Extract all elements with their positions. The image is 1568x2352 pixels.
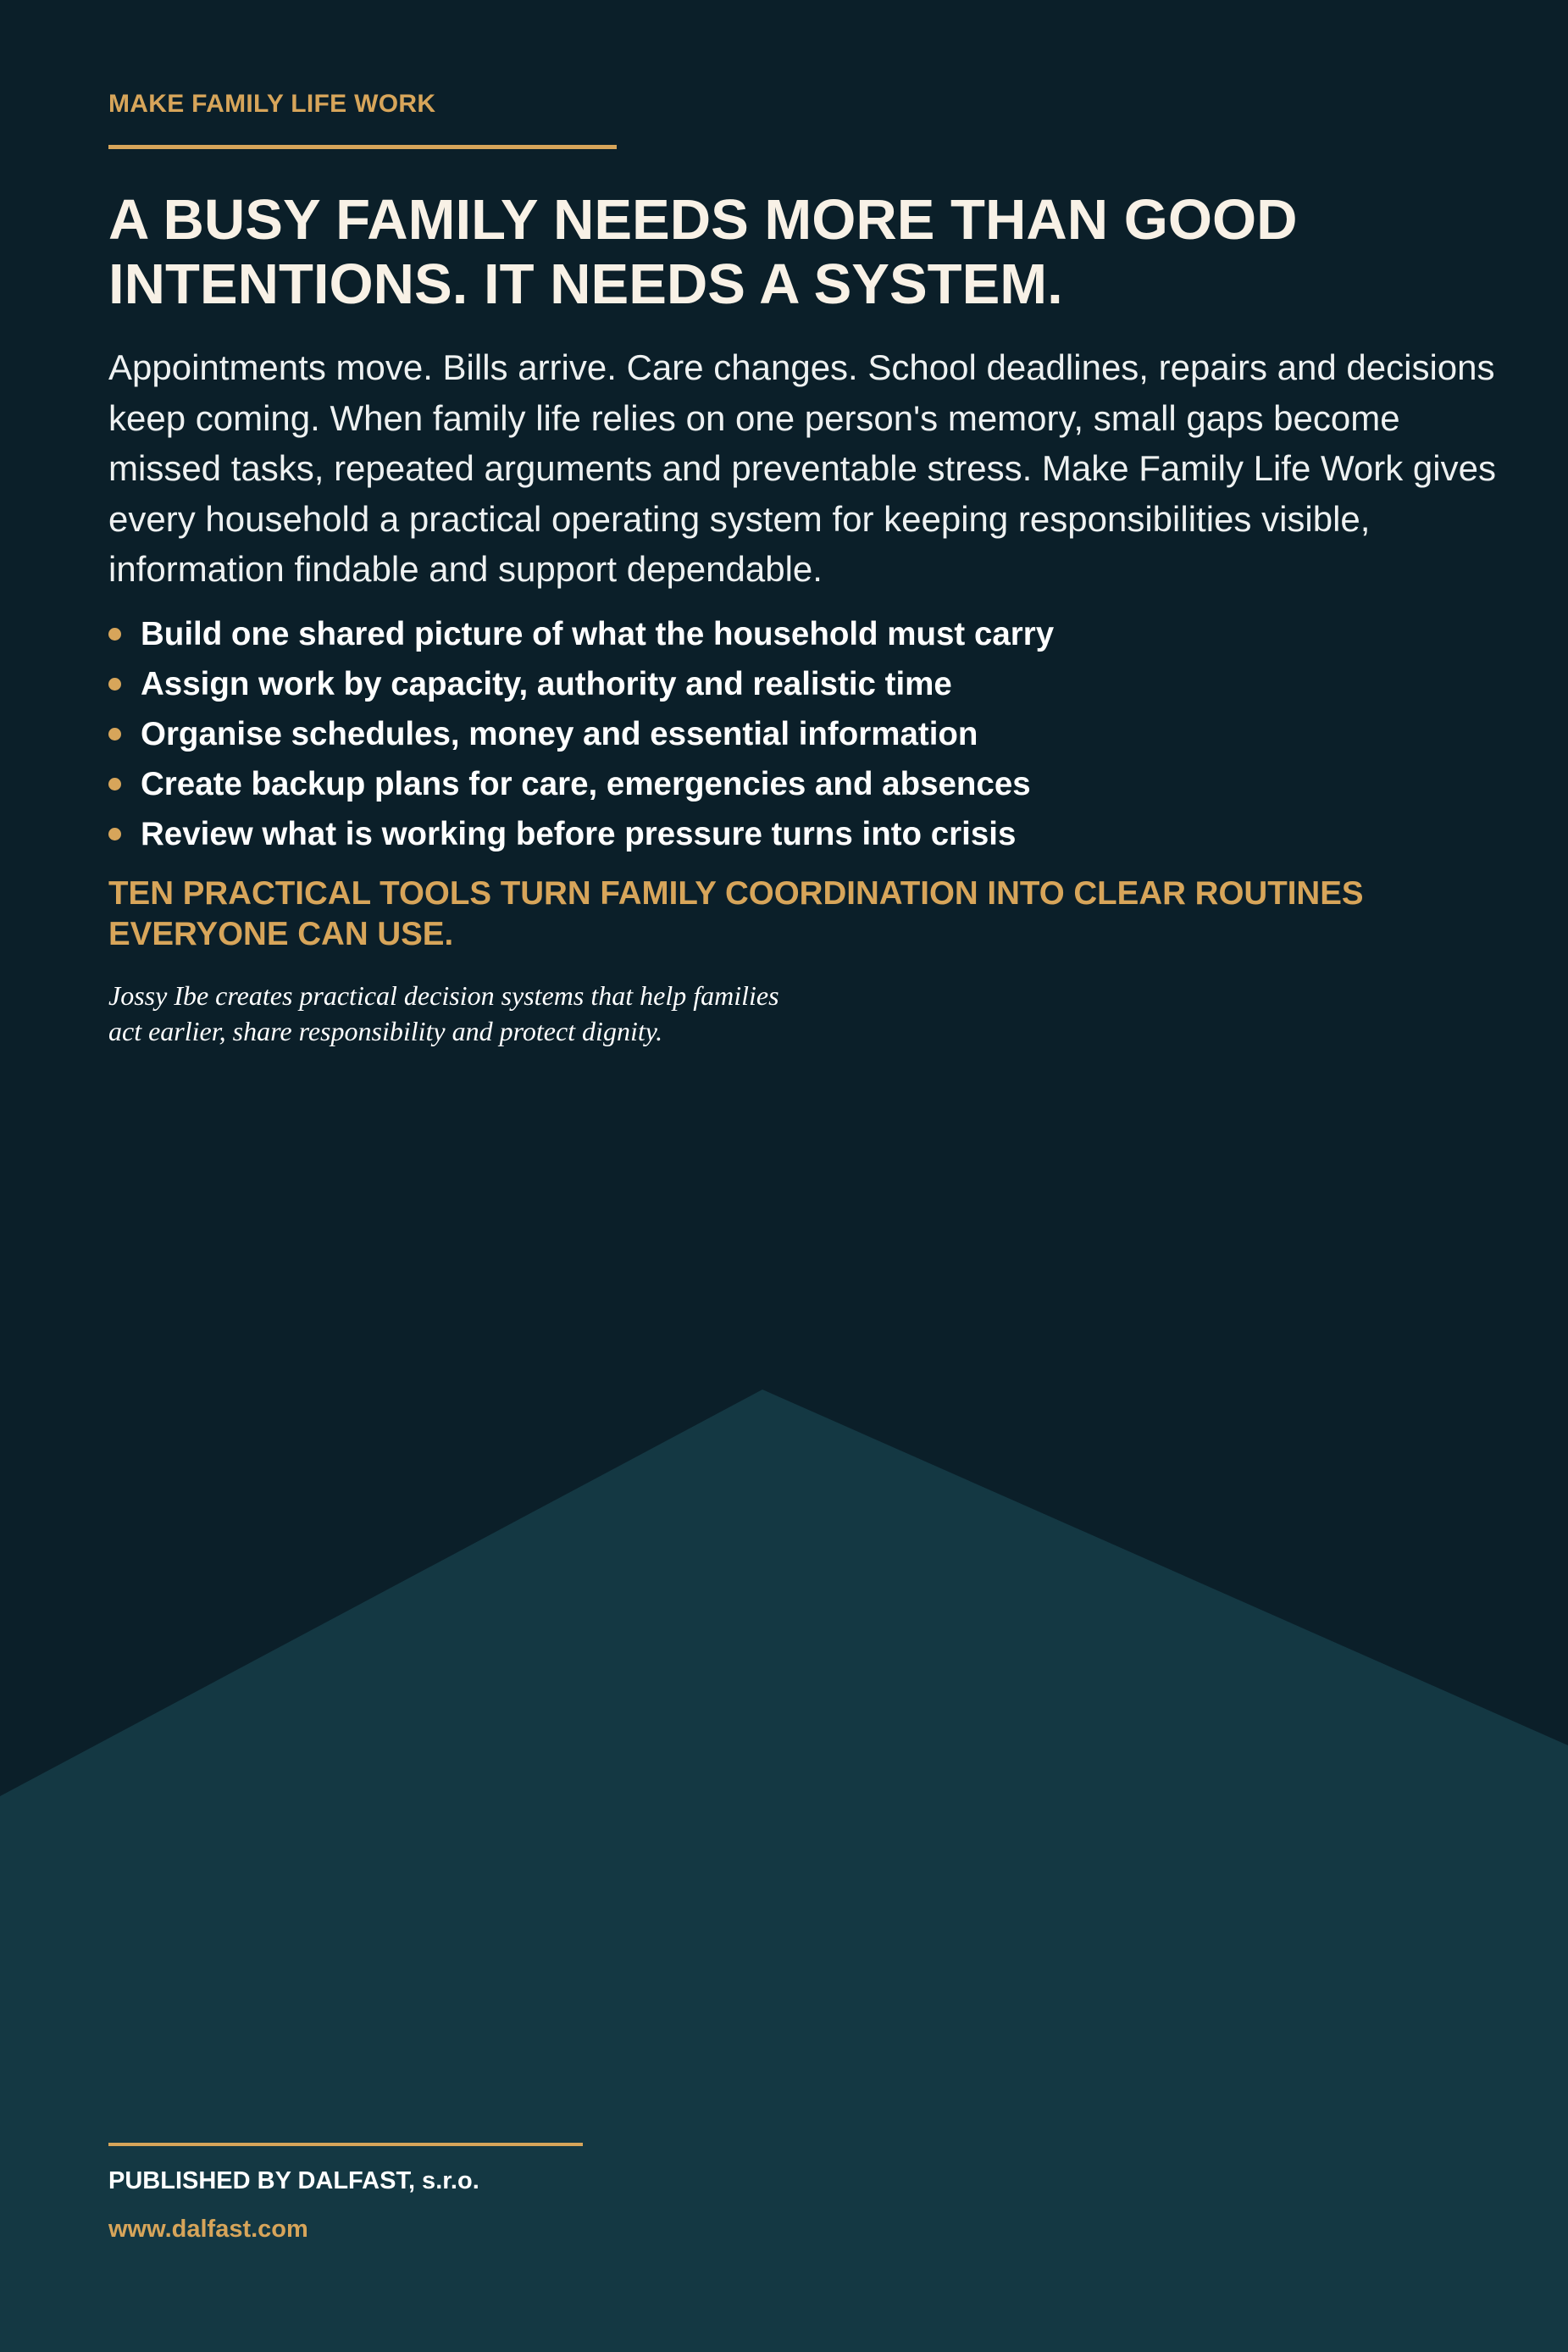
website-link[interactable]: www.dalfast.com xyxy=(108,2216,308,2243)
tagline: TEN PRACTICAL TOOLS TURN FAMILY COORDINATION INTO CLEAR ROUTINES EVERYONE CAN USE. xyxy=(108,875,1364,952)
series-label: MAKE FAMILY LIFE WORK xyxy=(108,90,436,118)
list-item-text: Create backup plans for care, emergencies and absences xyxy=(141,766,1031,802)
headline: A BUSY FAMILY NEEDS MORE THAN GOOD INTENTIONS. IT NEEDS A SYSTEM. xyxy=(108,188,1298,316)
list-item-text: Organise schedules, money and essential information xyxy=(141,716,978,752)
list-item xyxy=(108,709,1498,759)
list-item xyxy=(108,809,1498,859)
bullet-dot-icon xyxy=(108,778,121,790)
author-note-line-1: Jossy Ibe creates practical decision systems that help families xyxy=(108,980,779,1011)
bullet-dot-icon xyxy=(108,678,121,691)
intro-paragraph: Appointments move. Bills arrive. Care changes. School deadlines, repairs and decisions keep coming. When family life relies on one person's memory, small gaps become missed tasks, repeated arguments and preventable stress. Make Family Life Work gives every household a practical operating system for keeping responsibilities visible, information findable and support dependable. xyxy=(108,347,1496,589)
publisher-credit: PUBLISHED BY DALFAST, s.r.o. xyxy=(108,2167,479,2194)
list-item-text: Review what is working before pressure turns into crisis xyxy=(141,816,1017,852)
bullet-dot-icon xyxy=(108,828,121,840)
bottom-divider xyxy=(108,2143,583,2146)
list-item xyxy=(108,659,1498,709)
list-item-text: Assign work by capacity, authority and realistic time xyxy=(141,666,952,702)
author-note-line-2: act earlier, share responsibility and protect dignity. xyxy=(108,1016,663,1046)
list-item xyxy=(108,759,1498,809)
list-item xyxy=(108,609,1498,659)
top-divider xyxy=(108,145,617,149)
bullet-dot-icon xyxy=(108,728,121,741)
author-note xyxy=(108,978,956,1049)
list-item-text: Build one shared picture of what the household must carry xyxy=(141,616,1055,652)
bullet-dot-icon xyxy=(108,628,121,641)
benefit-list xyxy=(108,609,1498,859)
